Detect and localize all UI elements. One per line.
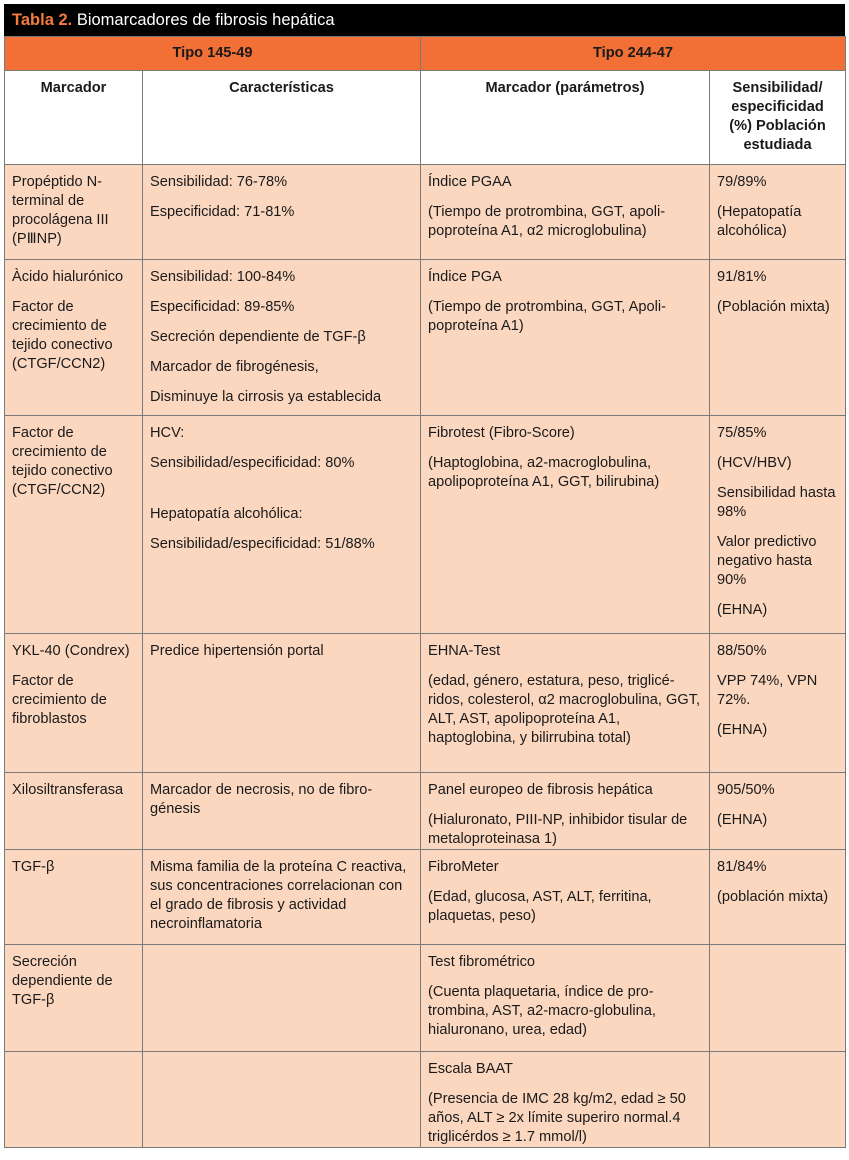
table-row	[5, 945, 846, 1052]
cell-marker-params	[421, 416, 710, 634]
cell-characteristics	[143, 165, 421, 260]
cell-text: TGF-β	[12, 859, 55, 875]
table-row	[5, 416, 846, 634]
table-number: Tabla 2.	[12, 11, 73, 29]
cell-sensitivity	[710, 165, 846, 260]
cell-characteristics	[143, 634, 421, 773]
cell-text: 88/50%	[717, 643, 767, 659]
cell-text: Misma familia de la proteína C reactiva, sus concentraciones correlacionan con el grado de fibrosis y actividad necroinflamatoria	[150, 859, 407, 932]
cell-text: Factor de crecimiento de tejido conectivo (CTGF/CCN2)	[12, 299, 113, 372]
cell-marker	[5, 773, 143, 850]
cell-text: Sensibilidad hasta 98%	[717, 485, 836, 520]
cell-text: Marcador de necrosis, no de fibrogénesis	[150, 782, 373, 817]
col-sensitivity-line: (%) Población	[729, 118, 826, 134]
cell-text: 905/50%	[717, 782, 775, 798]
cell-text: (Edad, glucosa, AST, ALT, ferritina, plaquetas, peso)	[428, 889, 652, 924]
cell-characteristics	[143, 416, 421, 634]
cell-text: Fibrotest (Fibro-Score)	[428, 425, 575, 441]
cell-marker-params	[421, 260, 710, 416]
cell-text: Índice PGAA	[428, 174, 512, 190]
cell-text: (Hialuronato, PIII-NP, inhibidor tisular de metaloproteinasa 1)	[428, 812, 688, 847]
cell-text: Sensibilidad: 76-78%	[150, 174, 288, 190]
cell-text: Índice PGA	[428, 269, 502, 285]
cell-text: Hepatopatía alcohólica:	[150, 506, 303, 522]
cell-text: Secreción dependiente de TGF-β	[12, 954, 113, 1008]
cell-text: (HCV/HBV)	[717, 455, 792, 471]
cell-text: Especificidad: 89-85%	[150, 299, 295, 315]
col-sensitivity	[710, 71, 846, 165]
cell-marker	[5, 850, 143, 945]
cell-text: Marcador de fibrogénesis,	[150, 359, 319, 375]
cell-text: Sensibilidad/especificidad: 80%	[150, 455, 355, 471]
table-row	[5, 260, 846, 416]
cell-text: 81/84%	[717, 859, 767, 875]
cell-text: Escala BAAT	[428, 1061, 513, 1077]
cell-text: Panel europeo de fibrosis hepática	[428, 782, 653, 798]
column-header-row	[5, 71, 846, 165]
cell-characteristics	[143, 260, 421, 416]
cell-text: (EHNA)	[717, 812, 768, 828]
table-row	[5, 634, 846, 773]
cell-marker-params	[421, 1052, 710, 1148]
cell-text: Propéptido N-terminal de procolágena III (PⅢNP)	[12, 174, 109, 247]
cell-characteristics	[143, 773, 421, 850]
cell-sensitivity	[710, 945, 846, 1052]
table-row	[5, 850, 846, 945]
cell-text: (edad, género, estatura, peso, triglicéridos, colesterol, α2 macroglobulina, GGT, ALT, AST, apolipoproteína A1, haptoglobina, y bilirrubina total)	[428, 673, 701, 746]
cell-text: (EHNA)	[717, 602, 768, 618]
cell-text: EHNA-Test	[428, 643, 501, 659]
cell-text: Predice hipertensión portal	[150, 643, 324, 659]
cell-sensitivity	[710, 773, 846, 850]
cell-text: (Tiempo de protrombina, GGT, apolipoproteína A1, α2 microglobulina)	[428, 204, 666, 239]
cell-marker	[5, 165, 143, 260]
cell-text: Valor predictivo negativo hasta 90%	[717, 534, 817, 588]
col-sensitivity-line: Sensibilidad/	[732, 80, 823, 96]
cell-marker-params	[421, 945, 710, 1052]
cell-text: 79/89%	[717, 174, 767, 190]
cell-text: Sensibilidad: 100-84%	[150, 269, 296, 285]
cell-text: (EHNA)	[717, 722, 768, 738]
cell-text: Disminuye la cirrosis ya establecida	[150, 389, 382, 405]
cell-marker-params	[421, 850, 710, 945]
col-sensitivity-line: especificidad	[731, 99, 824, 115]
cell-characteristics	[143, 1052, 421, 1148]
cell-characteristics	[143, 945, 421, 1052]
cell-sensitivity	[710, 634, 846, 773]
cell-marker	[5, 945, 143, 1052]
cell-text: 75/85%	[717, 425, 767, 441]
cell-sensitivity	[710, 416, 846, 634]
cell-text: Especificidad: 71-81%	[150, 204, 295, 220]
col-characteristics: Características	[143, 71, 421, 165]
cell-text: (Presencia de IMC 28 kg/m2, edad ≥ 50 años, ALT ≥ 2x límite superiro normal.4 triglicérdos ≥ 1.7 mmol/l)	[428, 1091, 686, 1145]
cell-text: (Tiempo de protrombina, GGT, Apolipoproteína A1)	[428, 299, 666, 334]
table-title	[4, 4, 845, 36]
table-row	[5, 1052, 846, 1148]
cell-marker	[5, 260, 143, 416]
group-type-1: Tipo 145-49	[5, 37, 421, 71]
cell-text: (población mixta)	[717, 889, 829, 905]
cell-text: Test fibrométrico	[428, 954, 536, 970]
cell-marker-params	[421, 634, 710, 773]
cell-text: VPP 74%, VPN 72%.	[717, 673, 818, 708]
group-header-row	[5, 37, 846, 71]
table-caption: Biomarcadores de fibrosis hepática	[76, 11, 335, 29]
cell-marker	[5, 1052, 143, 1148]
cell-text: 91/81%	[717, 269, 767, 285]
biomarkers-table	[4, 36, 846, 1148]
cell-text: Secreción dependiente de TGF-β	[150, 329, 366, 345]
cell-text: Xilosiltransferasa	[12, 782, 124, 798]
col-sensitivity-line: estudiada	[743, 137, 812, 153]
table-row	[5, 165, 846, 260]
cell-text: (Hepatopatía alcohólica)	[717, 204, 802, 239]
cell-text: (Población mixta)	[717, 299, 830, 315]
cell-text: YKL-40 (Condrex)	[12, 643, 130, 659]
cell-sensitivity	[710, 1052, 846, 1148]
cell-text: HCV:	[150, 425, 185, 441]
cell-text: Factor de crecimiento de tejido conectivo (CTGF/CCN2)	[12, 425, 113, 498]
cell-text: Sensibilidad/especificidad: 51/88%	[150, 536, 375, 552]
cell-marker	[5, 634, 143, 773]
cell-text: Àcido hialurónico	[12, 269, 124, 285]
cell-characteristics	[143, 850, 421, 945]
cell-text: (Haptoglobina, a2-macroglobulina, apolipoproteína A1, GGT, bilirubina)	[428, 455, 660, 490]
col-marker: Marcador	[5, 71, 143, 165]
cell-text: FibroMeter	[428, 859, 499, 875]
table-row	[5, 773, 846, 850]
cell-text: Factor de crecimiento de fibroblastos	[12, 673, 107, 727]
cell-marker-params	[421, 165, 710, 260]
col-marker-params: Marcador (parámetros)	[421, 71, 710, 165]
cell-marker	[5, 416, 143, 634]
cell-text: (Cuenta plaquetaria, índice de protrombina, AST, a2-macro-globulina, hialuronano, urea, edad)	[428, 984, 656, 1038]
cell-marker-params	[421, 773, 710, 850]
cell-sensitivity	[710, 850, 846, 945]
cell-sensitivity	[710, 260, 846, 416]
table-body	[5, 165, 846, 1148]
group-type-2: Tipo 244-47	[421, 37, 846, 71]
